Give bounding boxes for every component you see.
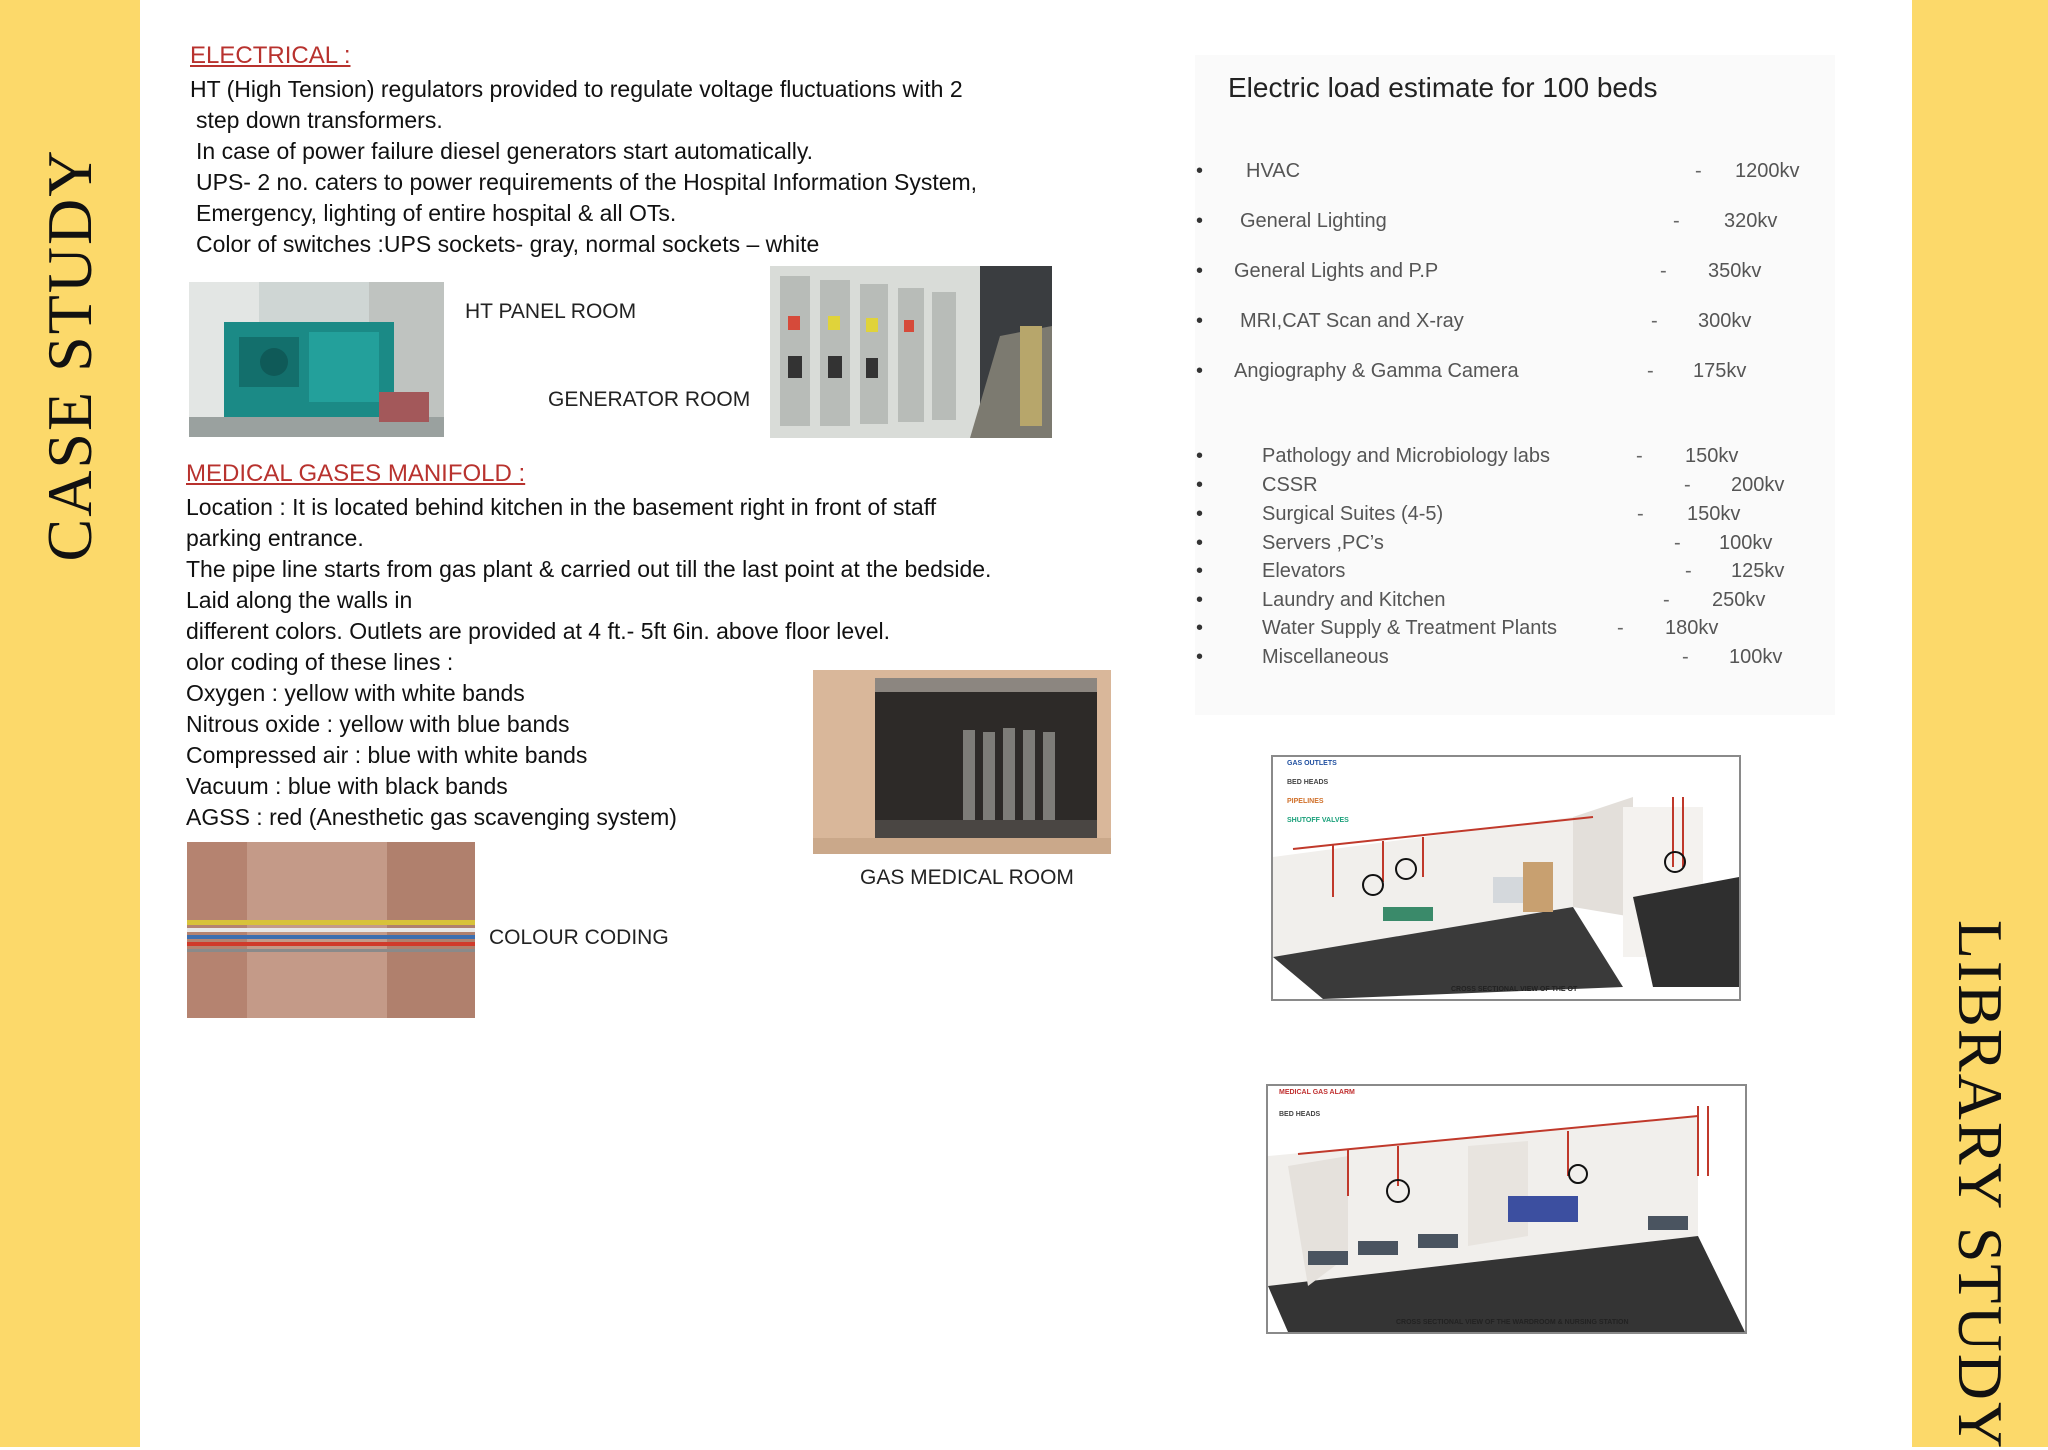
- load-item-name: Elevators: [1262, 560, 1346, 582]
- load-item-dash: -: [1637, 503, 1644, 525]
- ward-diagram-tag: BED HEADS: [1279, 1111, 1321, 1118]
- medical-gases-line: AGSS : red (Anesthetic gas scavenging system): [186, 804, 677, 830]
- load-item-bullet: •: [1196, 646, 1204, 668]
- load-item-bullet: •: [1196, 260, 1204, 282]
- load-estimate-panel: [1195, 55, 1835, 715]
- load-item-value: 250kv: [1712, 589, 1766, 611]
- load-item-name: MRI,CAT Scan and X-ray: [1240, 310, 1464, 332]
- load-item-value: 200kv: [1731, 474, 1785, 496]
- load-item-value: 125kv: [1731, 560, 1785, 582]
- load-item-name: Surgical Suites (4-5): [1262, 503, 1444, 525]
- load-item-name: Angiography & Gamma Camera: [1234, 360, 1519, 382]
- load-item-bullet: •: [1196, 360, 1204, 382]
- ot-diagram-tag: GAS OUTLETS: [1287, 760, 1337, 767]
- electrical-heading: ELECTRICAL :: [190, 42, 351, 69]
- load-item-value: 150kv: [1687, 503, 1741, 525]
- load-item-bullet: •: [1196, 160, 1204, 182]
- colour-coding-label: COLOUR CODING: [489, 926, 669, 949]
- load-item-dash: -: [1651, 310, 1658, 332]
- load-item-dash: -: [1663, 589, 1670, 611]
- load-item-bullet: •: [1196, 210, 1204, 232]
- load-item-name: Miscellaneous: [1262, 646, 1389, 668]
- electrical-line: Emergency, lighting of entire hospital & all OTs.: [196, 200, 677, 226]
- load-item-dash: -: [1674, 532, 1681, 554]
- ot-cross-section-diagram: [1271, 755, 1741, 1001]
- load-item-dash: -: [1617, 617, 1624, 639]
- load-item-name: Water Supply & Treatment Plants: [1262, 617, 1557, 639]
- load-item-name: Pathology and Microbiology labs: [1262, 445, 1550, 467]
- load-item-dash: -: [1682, 646, 1689, 668]
- load-item-bullet: •: [1196, 532, 1204, 554]
- medical-gases-line: olor coding of these lines :: [186, 649, 454, 675]
- medical-gases-line: Vacuum : blue with black bands: [186, 773, 508, 799]
- electrical-line: HT (High Tension) regulators provided to regulate voltage fluctuations with 2: [190, 76, 963, 102]
- ht-panel-room-label: HT PANEL ROOM: [465, 300, 637, 323]
- load-item-dash: -: [1685, 560, 1692, 582]
- load-item-value: 320kv: [1724, 210, 1778, 232]
- load-item-dash: -: [1647, 360, 1654, 382]
- medical-gases-heading: MEDICAL GASES MANIFOLD :: [186, 460, 526, 487]
- load-item-bullet: •: [1196, 560, 1204, 582]
- load-item-name: HVAC: [1246, 160, 1301, 182]
- load-item-value: 300kv: [1698, 310, 1752, 332]
- generator-room-label: GENERATOR ROOM: [548, 388, 751, 411]
- medical-gases-line: parking entrance.: [186, 525, 364, 551]
- ward-diagram-caption: CROSS SECTIONAL VIEW OF THE WARDROOM & NURSING STATION: [1396, 1319, 1629, 1326]
- load-item-bullet: •: [1196, 474, 1204, 496]
- case-study-title: CASE STUDY: [34, 148, 105, 562]
- load-item-name: Laundry and Kitchen: [1262, 589, 1446, 611]
- medical-gases-line: Location : It is located behind kitchen in the basement right in front of staff: [186, 494, 937, 520]
- load-item-bullet: •: [1196, 589, 1204, 611]
- ot-diagram-tag: BED HEADS: [1287, 779, 1329, 786]
- load-item-bullet: •: [1196, 617, 1204, 639]
- ot-diagram-tag: SHUTOFF VALVES: [1287, 817, 1349, 824]
- ht-panel-photo: [770, 266, 1052, 438]
- load-item-name: General Lighting: [1240, 210, 1387, 232]
- gas-medical-room-photo: [813, 670, 1111, 854]
- load-item-name: Servers ,PC’s: [1262, 532, 1384, 554]
- load-item-dash: -: [1636, 445, 1643, 467]
- medical-gases-line: Compressed air : blue with white bands: [186, 742, 588, 768]
- generator-photo: [189, 282, 444, 437]
- load-item-value: 150kv: [1685, 445, 1739, 467]
- medical-gases-line: The pipe line starts from gas plant & carried out till the last point at the bedside.: [186, 556, 992, 582]
- load-item-dash: -: [1684, 474, 1691, 496]
- load-item-value: 100kv: [1719, 532, 1773, 554]
- load-item-value: 175kv: [1693, 360, 1747, 382]
- electrical-line: Color of switches :UPS sockets- gray, normal sockets – white: [196, 231, 820, 257]
- gas-medical-room-label: GAS MEDICAL ROOM: [860, 866, 1074, 889]
- load-item-dash: -: [1660, 260, 1667, 282]
- load-item-name: CSSR: [1262, 474, 1318, 496]
- load-item-value: 180kv: [1665, 617, 1719, 639]
- ot-diagram-caption: CROSS SECTIONAL VIEW OF THE OT: [1451, 986, 1578, 993]
- load-estimate-title: Electric load estimate for 100 beds: [1228, 72, 1658, 103]
- load-item-bullet: •: [1196, 310, 1204, 332]
- load-item-name: General Lights and P.P: [1234, 260, 1439, 282]
- load-item-dash: -: [1673, 210, 1680, 232]
- medical-gases-line: Oxygen : yellow with white bands: [186, 680, 525, 706]
- load-item-value: 1200kv: [1735, 160, 1800, 182]
- electrical-line: step down transformers.: [196, 107, 443, 133]
- medical-gases-line: different colors. Outlets are provided at 4 ft.- 5ft 6in. above floor level.: [186, 618, 891, 644]
- medical-gases-line: Laid along the walls in: [186, 587, 413, 613]
- electrical-line: UPS- 2 no. caters to power requirements of the Hospital Information System,: [196, 169, 978, 195]
- library-study-title: LIBRARY STUDY: [1945, 919, 2016, 1450]
- load-item-value: 350kv: [1708, 260, 1762, 282]
- ward-cross-section-diagram: [1266, 1084, 1747, 1334]
- load-item-bullet: •: [1196, 445, 1204, 467]
- colour-coding-photo: [187, 842, 475, 1018]
- load-item-bullet: •: [1196, 503, 1204, 525]
- ot-diagram-tag: PIPELINES: [1287, 798, 1324, 805]
- load-item-value: 100kv: [1729, 646, 1783, 668]
- medical-gases-line: Nitrous oxide : yellow with blue bands: [186, 711, 570, 737]
- electrical-line: In case of power failure diesel generators start automatically.: [196, 138, 814, 164]
- ward-diagram-tag: MEDICAL GAS ALARM: [1279, 1089, 1355, 1096]
- load-item-dash: -: [1695, 160, 1702, 182]
